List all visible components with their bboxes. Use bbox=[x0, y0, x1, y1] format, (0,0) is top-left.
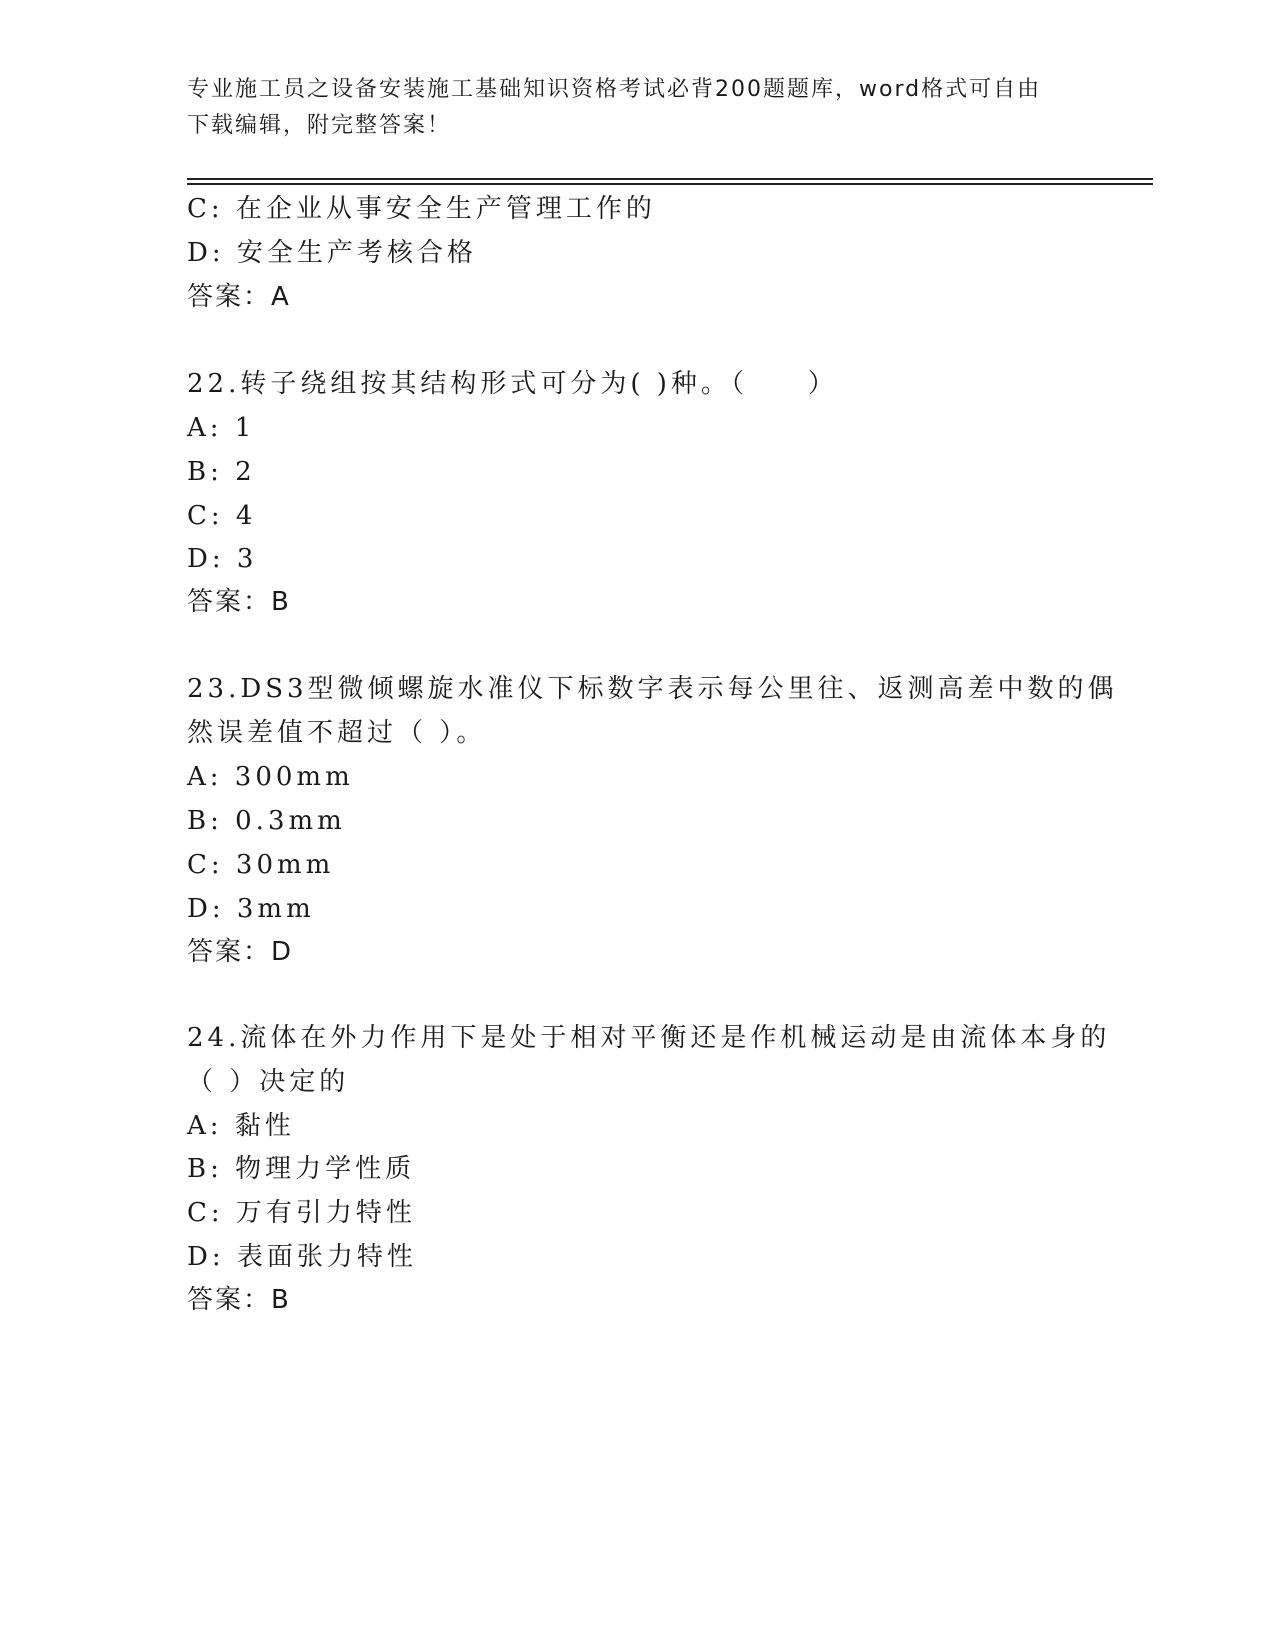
header-divider-bottom bbox=[187, 183, 1153, 185]
q24-option-c: C: 万有引力特性 bbox=[187, 1198, 416, 1228]
q22-answer: 答案：B bbox=[187, 587, 291, 617]
q22-option-c: C: 4 bbox=[187, 501, 257, 531]
q22-question: 22.转子绕组按其结构形式可分为( )种。（ ） bbox=[187, 369, 838, 399]
q24-question-line-2: （ ）决定的 bbox=[187, 1067, 350, 1097]
q21-option-c: C: 在企业从事安全生产管理工作的 bbox=[187, 194, 656, 224]
q23-option-c: C: 30mm bbox=[187, 850, 335, 880]
q23-option-a: A: 300mm bbox=[187, 762, 354, 792]
q24-option-a: A: 黏性 bbox=[187, 1111, 295, 1141]
q24-option-d: D: 表面张力特性 bbox=[187, 1242, 417, 1272]
q24-option-b: B: 物理力学性质 bbox=[187, 1154, 416, 1184]
q23-option-b: B: 0.3mm bbox=[187, 806, 346, 836]
header-line-1: 专业施工员之设备安装施工基础知识资格考试必背200题题库，word格式可自由 bbox=[187, 77, 1042, 102]
q22-option-b: B: 2 bbox=[187, 457, 256, 487]
q23-option-d: D: 3mm bbox=[187, 894, 315, 924]
q22-option-d: D: 3 bbox=[187, 544, 258, 574]
q23-answer: 答案：D bbox=[187, 937, 294, 967]
q23-question-line-2: 然误差值不超过（ ）。 bbox=[187, 718, 487, 748]
header-divider-top bbox=[187, 178, 1153, 180]
header-line-2: 下载编辑，附完整答案！ bbox=[187, 113, 452, 138]
q24-question-line-1: 24.流体在外力作用下是处于相对平衡还是作机械运动是由流体本身的 bbox=[187, 1023, 1111, 1053]
q23-question-line-1: 23.DS3型微倾螺旋水准仪下标数字表示每公里往、返测高差中数的偶 bbox=[187, 674, 1118, 704]
q24-answer: 答案：B bbox=[187, 1285, 291, 1315]
q22-option-a: A: 1 bbox=[187, 413, 256, 443]
q21-option-d: D: 安全生产考核合格 bbox=[187, 238, 477, 268]
q21-answer: 答案：A bbox=[187, 282, 291, 312]
document-header bbox=[187, 72, 1067, 144]
